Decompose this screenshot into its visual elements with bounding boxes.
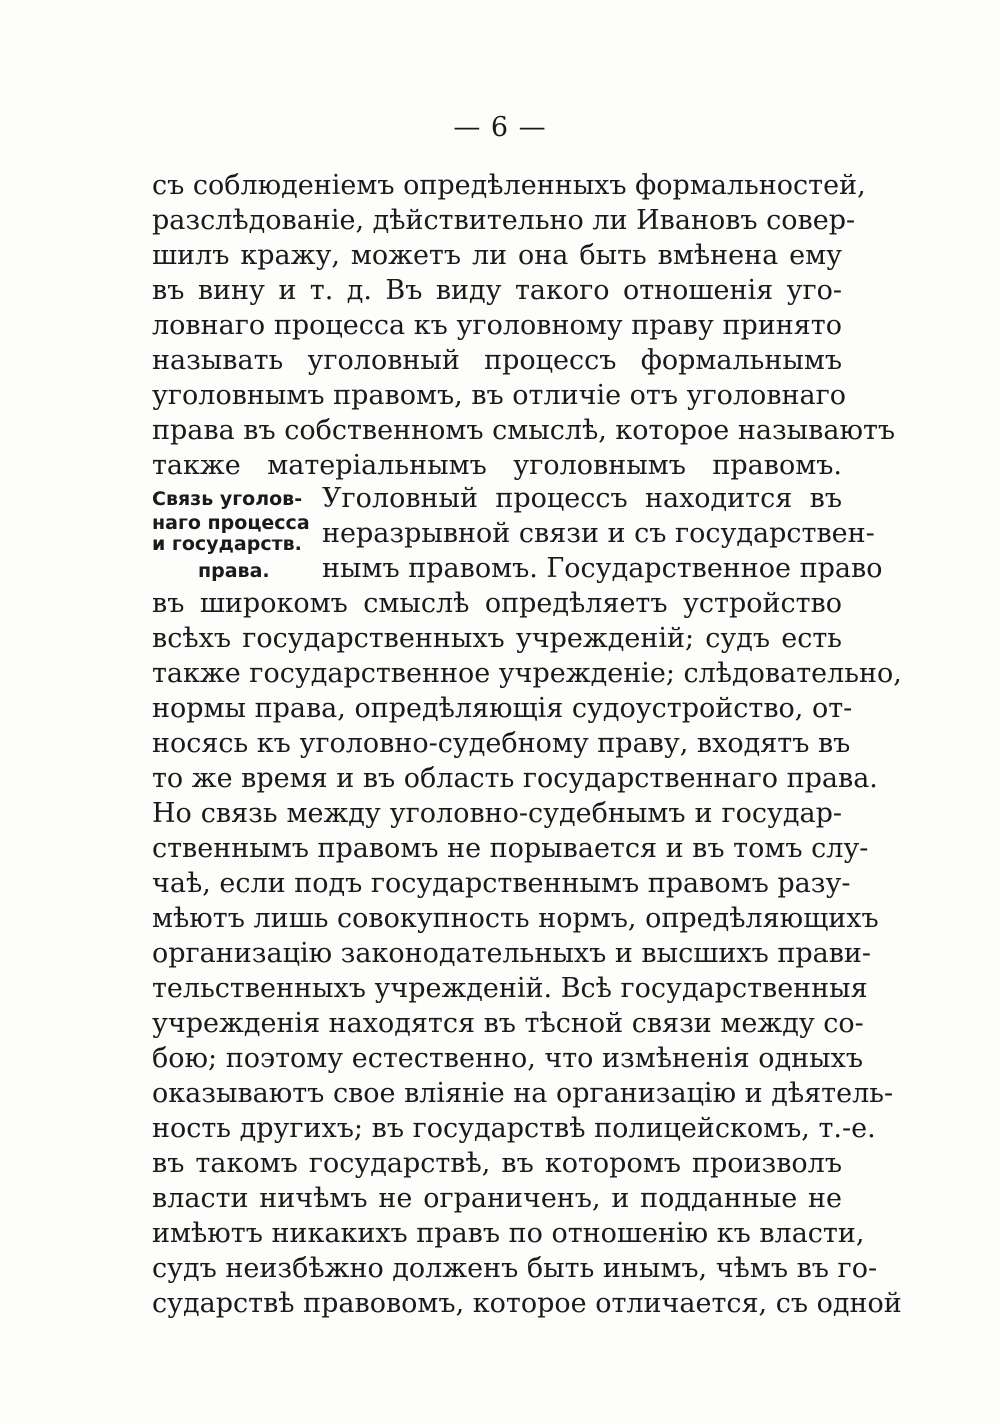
text-line: ловнаго процесса къ уголовному праву принято (152, 310, 842, 341)
margin-note-line-4: права. (198, 560, 270, 582)
text-line: чаѣ, если подъ государственнымъ правомъ разу- (152, 868, 851, 899)
text-line: также матеріальнымъ уголовнымъ правомъ. (152, 450, 842, 481)
text-line: носясь къ уголовно-судебному праву, входятъ въ (152, 728, 851, 759)
text-line: называть уголовный процессъ формальнымъ (152, 345, 842, 376)
text-line: Но связь между уголовно-судебнымъ и государ- (152, 798, 842, 829)
text-line: также государственное учрежденіе; слѣдовательно, (152, 658, 902, 689)
text-line: въ вину и т. д. Въ виду такого отношенія уго- (152, 275, 842, 306)
margin-note-line-3: и государств. (152, 533, 302, 555)
text-line: съ соблюденіемъ опредѣленныхъ формальностей, (152, 170, 866, 201)
text-line: то же время и въ область государственнаго права. (152, 763, 878, 794)
text-line: сударствѣ правовомъ, которое отличается, съ одной (152, 1288, 902, 1319)
text-line: ственнымъ правомъ не порывается и въ томъ слу- (152, 833, 869, 864)
page-number: — 6 — (453, 112, 547, 143)
text-line: учрежденія находятся въ тѣсной связи между со- (152, 1008, 864, 1039)
text-line: нымъ правомъ. Государственное право (322, 553, 883, 584)
text-line: въ такомъ государствѣ, въ которомъ произволъ (152, 1148, 842, 1179)
text-line: нормы права, опредѣляющія судоустройство, от- (152, 693, 853, 724)
text-line: уголовнымъ правомъ, въ отличіе отъ уголовнаго (152, 380, 847, 411)
text-line: власти ничѣмъ не ограниченъ, и подданные не (152, 1183, 842, 1214)
text-line: Уголовный процессъ находится въ (322, 483, 842, 514)
text-line: въ широкомъ смыслѣ опредѣляетъ устройство (152, 588, 842, 619)
text-line: имѣютъ никакихъ правъ по отношенію къ власти, (152, 1218, 865, 1249)
text-line: права въ собственномъ смыслѣ, которое называютъ (152, 415, 896, 446)
margin-note-line-1: Связь уголов- (152, 488, 303, 510)
text-line: оказываютъ свое вліяніе на организацію и дѣятель- (152, 1078, 894, 1109)
text-line: ность другихъ; въ государствѣ полицейскомъ, т.-е. (152, 1113, 876, 1144)
text-line: всѣхъ государственныхъ учрежденій; судъ есть (152, 623, 842, 654)
text-line: организацію законодательныхъ и высшихъ прави- (152, 938, 872, 969)
margin-note-line-2: наго процесса (152, 512, 310, 534)
text-line: разслѣдованіе, дѣйствительно ли Ивановъ совер- (152, 205, 856, 236)
text-line: шилъ кражу, можетъ ли она быть вмѣнена ему (152, 240, 842, 271)
text-line: бою; поэтому естественно, что измѣненія одныхъ (152, 1043, 864, 1074)
text-line: судъ неизбѣжно долженъ быть инымъ, чѣмъ въ го- (152, 1253, 878, 1284)
text-line: неразрывной связи и съ государствен- (322, 518, 875, 549)
text-line: тельственныхъ учрежденій. Всѣ государственныя (152, 973, 868, 1004)
text-line: мѣютъ лишь совокупность нормъ, опредѣляющихъ (152, 903, 879, 934)
